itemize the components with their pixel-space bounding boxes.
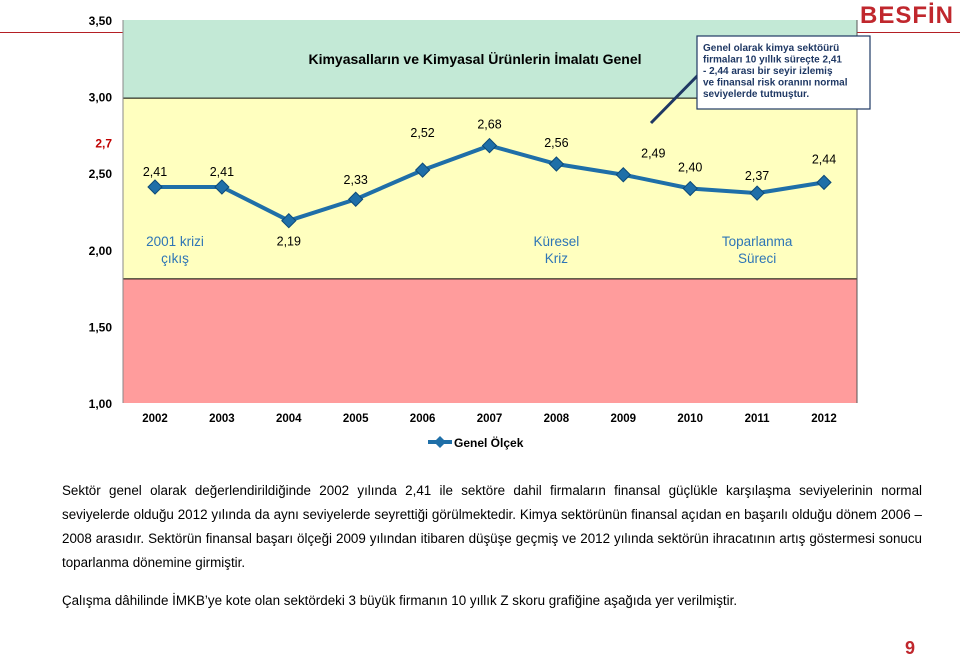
x-tick-label: 2004	[276, 413, 302, 425]
legend-label: Genel Ölçek	[454, 436, 524, 450]
callout-line: seviyelerde tutmuştur.	[703, 89, 810, 100]
data-label: 2,44	[811, 152, 837, 167]
data-label: 2,33	[343, 173, 368, 188]
annotation-label: Kriz	[544, 250, 569, 266]
data-label: 2,19	[276, 234, 301, 249]
caption-paragraph-2: Çalışma dâhilinde İMKB’ye kote olan sektördeki 3 büyük firmanın 10 yıllık Z skoru grafiğine aşağıda yer verilmiştir.	[62, 593, 738, 608]
y-tick-label: 1,00	[88, 397, 112, 411]
y-tick-label: 2,7	[95, 136, 112, 151]
callout-line: firmaları 10 yıllık süreçte 2,41	[703, 54, 842, 66]
x-tick-label: 2012	[811, 413, 837, 425]
annotation-label: Süreci	[737, 250, 777, 266]
y-tick-label: 3,00	[88, 90, 112, 105]
annotation-label: Küresel	[533, 233, 580, 249]
y-tick-label: 3,50	[88, 14, 112, 28]
y-tick-label: 2,00	[88, 243, 112, 258]
data-label: 2,56	[544, 136, 569, 151]
page-number: 9	[905, 638, 916, 658]
x-tick-label: 2008	[543, 413, 570, 425]
callout-line: - 2,44 arası bir seyir izlemiş	[703, 66, 833, 77]
annotation-label: çıkış	[161, 250, 189, 266]
band-0	[123, 279, 857, 403]
x-tick-label: 2005	[342, 413, 369, 425]
data-label: 2,49	[641, 146, 666, 161]
x-tick-label: 2006	[409, 413, 436, 425]
callout-line: ve finansal risk oranını normal	[703, 77, 848, 89]
y-tick-label: 1,50	[88, 320, 112, 335]
data-label: 2,52	[410, 126, 435, 141]
data-label: 2,41	[142, 164, 168, 179]
x-tick-label: 2009	[610, 413, 637, 425]
x-tick-label: 2007	[476, 413, 503, 425]
legend-marker	[434, 436, 446, 448]
data-label: 2,41	[209, 164, 235, 179]
caption-paragraph-1: Sektör genel olarak değerlendirildiğinde 2002 yılında 2,41 ile sektöre dahil firmaların finansal güçlükle karşılaşma seviyelerinin normal seviyelerde olduğu 2012 yılında da aynı seviyelerde seyrettiği görülmektedir. Kimya sektörünün finansal açıdan en başarılı olduğu dönem 2006 – 2008 arasıdır. Sektörün finansal başarı ölçeği 2009 yılından itibaren düşüşe geçmiş ve 2012 yılında sektörün ihracatının artış göstermesi sonucu toparlanma dönemine girmiştir.	[62, 483, 922, 570]
annotation-label: 2001 krizi	[146, 233, 204, 249]
x-tick-label: 2002	[142, 413, 168, 425]
data-label: 2,40	[678, 160, 703, 175]
x-tick-label: 2003	[209, 413, 235, 425]
besfin-logo: BESFİN	[860, 2, 955, 29]
x-tick-label: 2011	[744, 413, 770, 425]
data-label: 2,68	[477, 117, 502, 132]
chart-title: Kimyasalların ve Kimyasal Ürünlerin İmalatı Genel	[308, 51, 642, 67]
y-tick-label: 2,50	[88, 167, 112, 182]
annotation-label: Toparlanma	[721, 233, 793, 249]
data-label: 2,37	[744, 169, 770, 184]
x-tick-label: 2010	[677, 413, 703, 425]
callout-line: Genel olarak kimya sektöürü	[703, 43, 840, 54]
